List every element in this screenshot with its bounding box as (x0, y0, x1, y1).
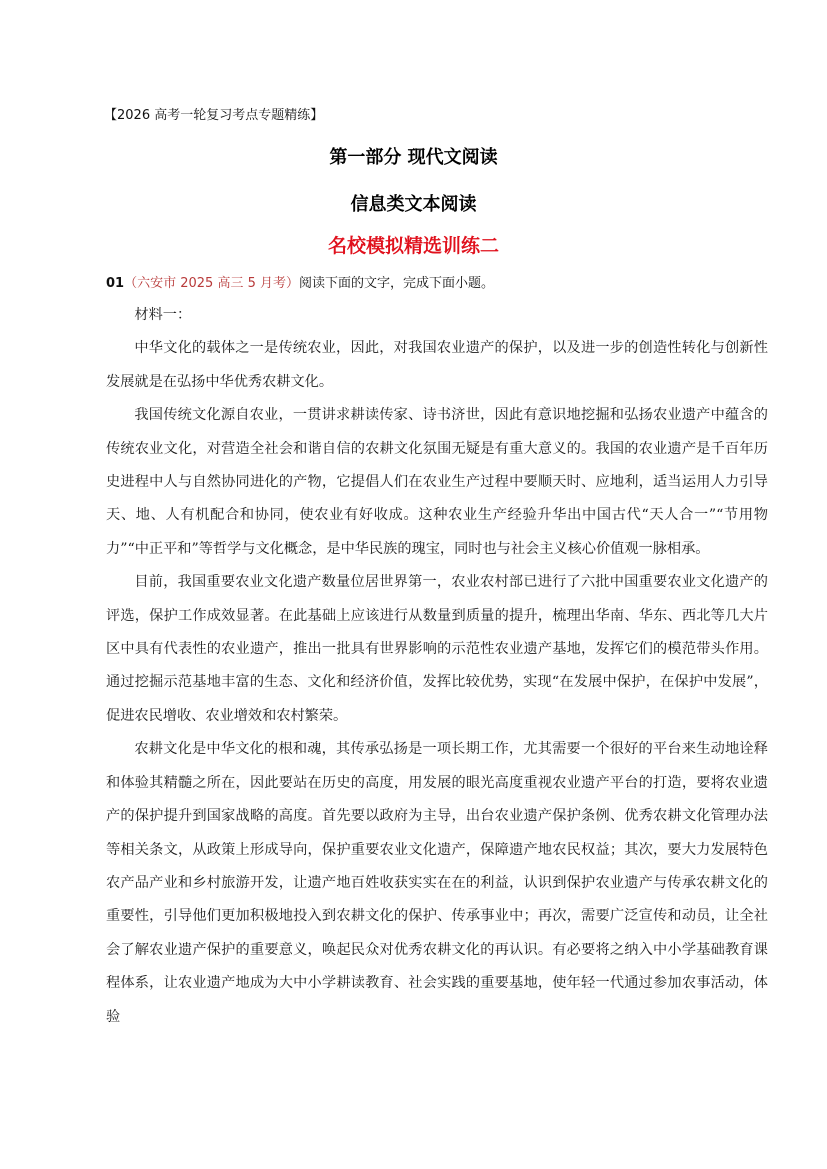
section-title: 信息类文本阅读 (350, 194, 477, 215)
question-source: （六安市 2025 高三 5 月考） (124, 276, 299, 291)
question-line (106, 272, 494, 291)
question-number: 01 (106, 276, 125, 291)
paragraph: 目前，我国重要农业文化遗产数量位居世界第一，农业农村部已进行了六批中国重要农业文化遗产的评选，保护工作成效显著。在此基础上应该进行从数量到质量的提升，梳理出华南、华东、西北等几大片区中具有代表性的农业遗产，推出一批具有世界影响的示范性农业遗产基地，发挥它们的模范带头作用。通过挖掘示范基地丰富的生态、文化和经济价值，发挥比较优势，实现“在发展中保护，在保护中发展”，促进农民增收、农业增效和农村繁荣。 (106, 574, 768, 724)
part-title: 第一部分 现代文阅读 (329, 147, 498, 168)
exercise-title: 名校模拟精选训练二 (327, 235, 499, 257)
paragraph: 我国传统文化源自农业，一贯讲求耕读传家、诗书济世，因此有意识地挖掘和弘扬农业遗产中蕴含的传统农业文化，对营造全社会和谐自信的农耕文化氛围无疑是有重大意义的。我国的农业遗产是千百年历史进程中人与自然协同进化的产物，它提倡人们在农业生产过程中要顺天时、应地利，适当运用人力引导天、地、人有机配合和协同，使农业有好收成。这种农业生产经验升华出中国古代“天人合一”“节用物力”“中正平和”等哲学与文化概念，是中华民族的瑰宝，同时也与社会主义核心价值观一脉相承。 (106, 407, 768, 557)
paragraph: 农耕文化是中华文化的根和魂，其传承弘扬是一项长期工作，尤其需要一个很好的平台来生动地诠释和体验其精髓之所在，因此要站在历史的高度，用发展的眼光高度重视农业遗产平台的打造，要将农业遗产的保护提升到国家战略的高度。首先要以政府为主导，出台农业遗产保护条例、优秀农耕文化管理办法等相关条文，从政策上形成导向，保护重要农业文化遗产，保障遗产地农民权益；其次，要大力发展特色农产品产业和乡村旅游开发，让遗产地百姓收获实实在在的利益，认识到保护农业遗产与传承农耕文化的重要性，引导他们更加积极地投入到农耕文化的保护、传承事业中；再次，需要广泛宣传和动员，让全社会了解农业遗产保护的重要意义，唤起民众对优秀农耕文化的再认识。有必要将之纳入中小学基础教育课程体系，让农业遗产地成为大中小学耕读教育、社会实践的重要基地，使年轻一代通过参加农事活动，体验 (106, 741, 768, 1025)
header-tag: 【2026 高考一轮复习考点专题精练】 (104, 108, 324, 123)
question-instruction: 阅读下面的文字，完成下面小题。 (298, 276, 494, 291)
article-body (106, 299, 768, 1034)
material-label: 材料一： (134, 307, 192, 323)
paragraph: 中华文化的载体之一是传统农业，因此，对我国农业遗产的保护，以及进一步的创造性转化与创新性发展就是在弘扬中华优秀农耕文化。 (106, 340, 768, 390)
